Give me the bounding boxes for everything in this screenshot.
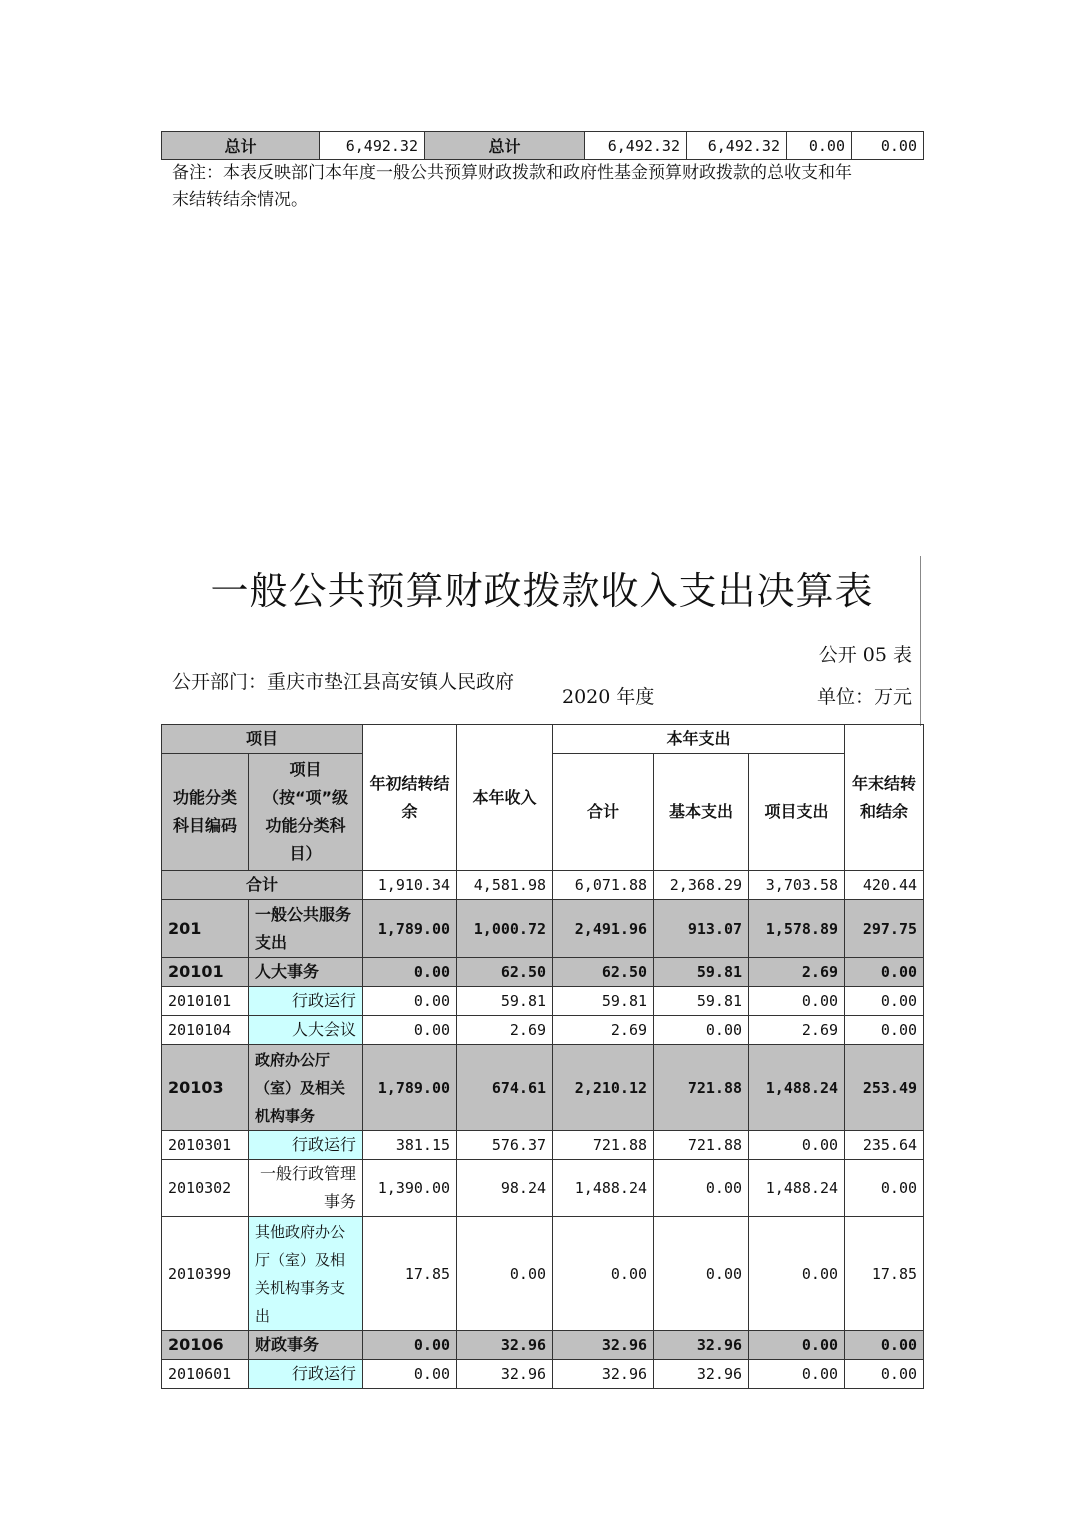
cell-value: 1,488.24 [553, 1160, 654, 1217]
cell-value: 3,703.58 [749, 871, 845, 900]
cell-value: 32.96 [654, 1331, 749, 1360]
header-project-expense: 项目支出 [749, 754, 845, 871]
row-code: 2010301 [162, 1131, 249, 1160]
cell-value: 721.88 [654, 1045, 749, 1131]
summary-left-value: 6,492.32 [320, 132, 425, 160]
cell-value: 17.85 [363, 1217, 457, 1331]
cell-value: 1,000.72 [457, 900, 553, 958]
cell-value: 0.00 [457, 1217, 553, 1331]
row-code: 20103 [162, 1045, 249, 1131]
summary-right-label: 总计 [425, 132, 585, 160]
cell-value: 253.49 [845, 1045, 924, 1131]
cell-value: 6,071.88 [553, 871, 654, 900]
cell-value: 1,390.00 [363, 1160, 457, 1217]
cell-value: 32.96 [553, 1331, 654, 1360]
row-name: 人大会议 [249, 1016, 363, 1045]
cell-value: 721.88 [654, 1131, 749, 1160]
cell-value: 2,491.96 [553, 900, 654, 958]
cell-value: 913.07 [654, 900, 749, 958]
cell-value: 0.00 [363, 1016, 457, 1045]
cell-value: 420.44 [845, 871, 924, 900]
header-code: 功能分类科目编码 [162, 754, 249, 871]
department-label: 公开部门：重庆市垫江县高安镇人民政府 [172, 671, 515, 693]
cell-value: 32.96 [457, 1360, 553, 1389]
cell-value: 59.81 [654, 958, 749, 987]
cell-value: 235.64 [845, 1131, 924, 1160]
row-name: 行政运行 [249, 1360, 363, 1389]
summary-value: 6,492.32 [585, 132, 687, 160]
cell-value: 62.50 [553, 958, 654, 987]
total-row [162, 871, 924, 900]
cell-value: 0.00 [654, 1016, 749, 1045]
cell-value: 1,789.00 [363, 1045, 457, 1131]
cell-value: 297.75 [845, 900, 924, 958]
header-begin-balance: 年初结转结余 [363, 725, 457, 871]
row-name: 一般公共服务支出 [249, 900, 363, 958]
cell-value: 59.81 [457, 987, 553, 1016]
table-row [162, 987, 924, 1016]
cell-value: 381.15 [363, 1131, 457, 1160]
table-row [162, 900, 924, 958]
table-row [162, 1360, 924, 1389]
budget-table [161, 724, 924, 1389]
cell-value: 721.88 [553, 1131, 654, 1160]
cell-value: 0.00 [363, 958, 457, 987]
row-code: 2010104 [162, 1016, 249, 1045]
cell-value: 2.69 [553, 1016, 654, 1045]
header-name: 项目（按“项”级功能分类科目） [249, 754, 363, 871]
cell-value: 1,789.00 [363, 900, 457, 958]
cell-value: 1,488.24 [749, 1045, 845, 1131]
summary-total-row [162, 132, 924, 160]
row-code: 2010101 [162, 987, 249, 1016]
row-code: 201 [162, 900, 249, 958]
cell-value: 17.85 [845, 1217, 924, 1331]
row-name: 其他政府办公厅（室）及相关机构事务支出 [249, 1217, 363, 1331]
cell-value: 32.96 [457, 1331, 553, 1360]
row-code: 2010302 [162, 1160, 249, 1217]
cell-value: 62.50 [457, 958, 553, 987]
cell-value: 32.96 [553, 1360, 654, 1389]
table-row [162, 1016, 924, 1045]
row-name: 行政运行 [249, 1131, 363, 1160]
cell-value: 0.00 [845, 1331, 924, 1360]
row-code: 20101 [162, 958, 249, 987]
cell-value: 1,910.34 [363, 871, 457, 900]
cell-value: 1,488.24 [749, 1160, 845, 1217]
header-project: 项目 [162, 725, 363, 754]
cell-value: 0.00 [553, 1217, 654, 1331]
summary-left-label: 总计 [162, 132, 320, 160]
cell-value: 0.00 [363, 1331, 457, 1360]
cell-value: 2.69 [749, 958, 845, 987]
header-row-1 [162, 725, 924, 754]
header-end-balance: 年末结转和结余 [845, 725, 924, 871]
row-code: 2010601 [162, 1360, 249, 1389]
row-name: 一般行政管理事务 [249, 1160, 363, 1217]
table-row [162, 1131, 924, 1160]
cell-value: 2,368.29 [654, 871, 749, 900]
header-basic: 基本支出 [654, 754, 749, 871]
summary-value: 0.00 [787, 132, 852, 160]
cell-value: 59.81 [553, 987, 654, 1016]
cell-value: 2.69 [457, 1016, 553, 1045]
cell-value: 32.96 [654, 1360, 749, 1389]
cell-value: 0.00 [749, 1360, 845, 1389]
cell-value: 98.24 [457, 1160, 553, 1217]
cell-value: 0.00 [363, 1360, 457, 1389]
row-code: 20106 [162, 1331, 249, 1360]
header-income: 本年收入 [457, 725, 553, 871]
table-row [162, 1331, 924, 1360]
cell-value: 1,578.89 [749, 900, 845, 958]
row-name: 财政事务 [249, 1331, 363, 1360]
cell-value: 59.81 [654, 987, 749, 1016]
header-expense-group: 本年支出 [553, 725, 845, 754]
cell-value: 0.00 [749, 987, 845, 1016]
cell-value: 0.00 [845, 1160, 924, 1217]
unit-label: 单位：万元 [816, 686, 912, 708]
summary-note: 备注：本表反映部门本年度一般公共预算财政拨款和政府性基金预算财政拨款的总收支和年末结转结余情况。 [172, 163, 852, 210]
row-name: 人大事务 [249, 958, 363, 987]
cell-value: 0.00 [845, 1016, 924, 1045]
cell-value: 0.00 [654, 1160, 749, 1217]
table-row [162, 1045, 924, 1131]
row-name: 行政运行 [249, 987, 363, 1016]
cell-value: 0.00 [749, 1131, 845, 1160]
report-title: 一般公共预算财政拨款收入支出决算表 [210, 569, 874, 613]
cell-value: 0.00 [363, 987, 457, 1016]
summary-value: 6,492.32 [687, 132, 787, 160]
cell-value: 0.00 [845, 987, 924, 1016]
cell-value: 4,581.98 [457, 871, 553, 900]
cell-value: 674.61 [457, 1045, 553, 1131]
table-code: 公开 05 表 [818, 644, 912, 666]
cell-value: 576.37 [457, 1131, 553, 1160]
summary-value: 0.00 [852, 132, 924, 160]
cell-value: 0.00 [845, 1360, 924, 1389]
header-total: 合计 [553, 754, 654, 871]
row-name: 政府办公厅（室）及相关机构事务 [249, 1045, 363, 1131]
summary-total-table [161, 131, 924, 160]
cell-value: 0.00 [845, 958, 924, 987]
table-row [162, 958, 924, 987]
cell-value: 2,210.12 [553, 1045, 654, 1131]
cell-value: 0.00 [654, 1217, 749, 1331]
total-label: 合计 [162, 871, 363, 900]
cell-value: 0.00 [749, 1331, 845, 1360]
cell-value: 2.69 [749, 1016, 845, 1045]
row-code: 2010399 [162, 1217, 249, 1331]
table-row [162, 1160, 924, 1217]
year-label: 2020 年度 [562, 686, 655, 708]
cell-value: 0.00 [749, 1217, 845, 1331]
table-row [162, 1217, 924, 1331]
